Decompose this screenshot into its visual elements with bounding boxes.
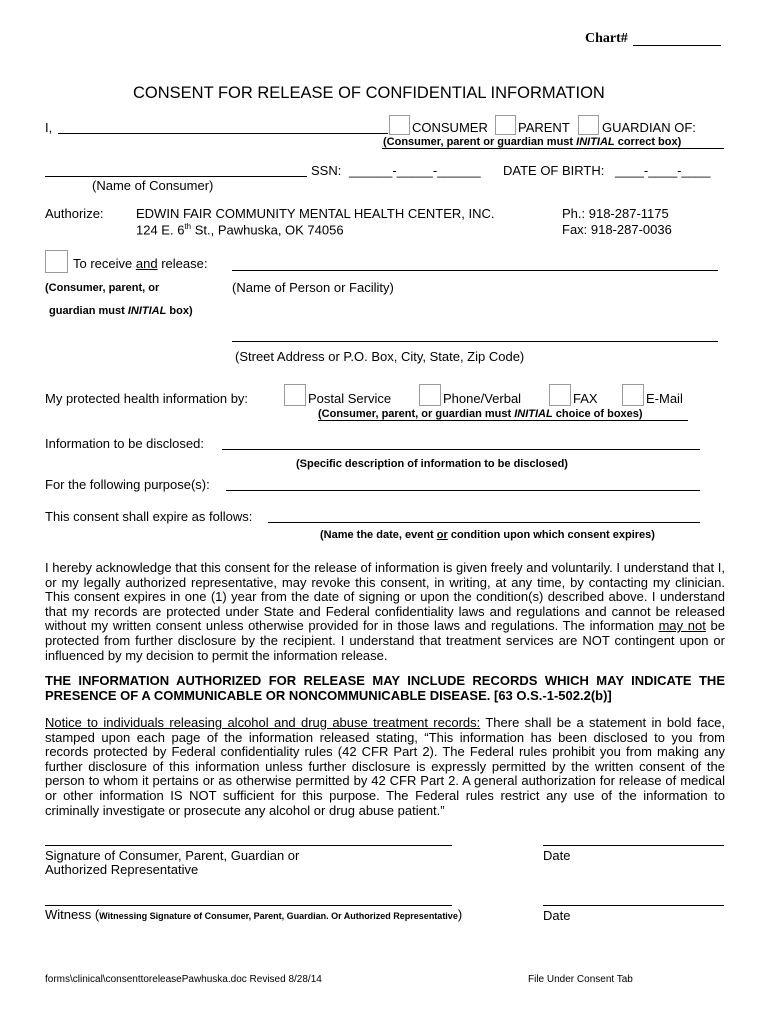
receive-initial-note-line2: guardian must INITIAL box) [49,305,193,317]
consumer-full-name-field[interactable] [45,176,307,177]
acknowledgement-paragraph: I hereby acknowledge that this consent for the release of information is given freely and voluntarily. I understand that I, or my legally authorized representative, may revoke this consent, in writing, at any time, by contacting my clinician. This consent expires in one (1) year from the date of signing or upon the condition(s) described above. I understand that my records are protected under State and Federal confidentiality laws and regulations and cannot be released without my written consent unless otherwise provided for in those laws and regulations. The information may not be protected from further disclosure by the recipient. I understand that treatment services are NOT contingent upon or influenced by my decision to permit the information release. [45,560,725,663]
authorize-label: Authorize: [45,206,104,221]
communicable-disease-warning: THE INFORMATION AUTHORIZED FOR RELEASE MAY INCLUDE RECORDS WHICH MAY INDICATE THE PRESENCE OF A COMMUNICABLE OR NONCOMMUNICABLE DISEASE. [63 O.S.-1-502.2(b)] [45,673,725,703]
fax-checkbox[interactable] [549,384,571,406]
person-facility-caption: (Name of Person or Facility) [232,280,394,295]
signature-caption-line1: Signature of Consumer, Parent, Guardian or [45,848,300,863]
i-label: I, [45,120,53,135]
dob-field[interactable]: ____-____-____ [615,163,711,178]
person-facility-field[interactable] [232,270,718,271]
phi-method-label: My protected health information by: [45,391,249,406]
info-disclosed-caption: (Specific description of information to be disclosed) [296,458,568,470]
receive-release-label: To receive and release: [73,256,208,271]
postal-service-checkbox[interactable] [284,384,306,406]
consumer-signature-line[interactable] [45,845,452,846]
purpose-field[interactable] [226,490,700,491]
ssn-field[interactable]: ______-_____-______ [349,163,481,178]
receive-initial-note-line1: (Consumer, parent, or [45,282,160,294]
purpose-label: For the following purpose(s): [45,477,210,492]
organization-fax: Fax: 918-287-0036 [562,222,672,237]
guardian-checkbox[interactable] [578,115,599,135]
consumer-checkbox[interactable] [389,115,410,135]
footer-file-path: forms\clinical\consenttoreleasePawhuska.doc Revised 8/28/14 [45,974,322,985]
witness-caption: Witness (Witnessing Signature of Consumer, Parent, Guardian. Or Authorized Representative) [45,907,463,922]
phi-initial-underline [318,420,688,421]
organization-name: EDWIN FAIR COMMUNITY MENTAL HEALTH CENTER, INC. [136,206,495,221]
email-checkbox[interactable] [622,384,644,406]
street-address-caption: (Street Address or P.O. Box, City, State, Zip Code) [235,349,525,364]
phi-initial-note: (Consumer, parent, or guardian must INITIAL choice of boxes) [318,408,643,420]
witness-date-label: Date [543,908,571,923]
page-title: CONSENT FOR RELEASE OF CONFIDENTIAL INFORMATION [133,84,605,102]
organization-address: 124 E. 6th St., Pawhuska, OK 74056 [136,222,344,238]
expire-label: This consent shall expire as follows: [45,509,253,524]
street-address-field[interactable] [232,341,718,342]
phone-verbal-checkbox[interactable] [419,384,441,406]
consumer-option-label: CONSUMER [412,120,488,135]
fax-option-label: FAX [573,391,598,406]
footer-file-under: File Under Consent Tab [528,974,633,985]
chart-number-label: Chart# [585,31,628,46]
info-disclosed-label: Information to be disclosed: [45,436,204,451]
phone-verbal-option-label: Phone/Verbal [443,391,522,406]
expire-caption: (Name the date, event or condition upon which consent expires) [320,529,655,541]
witness-signature-line[interactable] [45,905,452,906]
witness-date-line[interactable] [543,905,724,906]
parent-checkbox[interactable] [495,115,516,135]
expire-field[interactable] [268,522,700,523]
name-of-consumer-caption: (Name of Consumer) [92,178,214,193]
guardian-of-field[interactable] [382,148,724,149]
guardian-option-label: GUARDIAN OF: [602,120,696,135]
postal-service-option-label: Postal Service [308,391,392,406]
ssn-label: SSN: [311,163,342,178]
parent-option-label: PARENT [518,120,570,135]
dob-label: DATE OF BIRTH: [503,163,605,178]
receive-release-checkbox[interactable] [45,250,68,273]
signature-date-label: Date [543,848,571,863]
signature-date-line[interactable] [543,845,724,846]
organization-phone: Ph.: 918-287-1175 [562,206,669,221]
chart-number-field[interactable] [633,45,721,46]
signature-caption-line2: Authorized Representative [45,862,199,877]
info-disclosed-field[interactable] [222,449,700,450]
initial-correct-box-note: (Consumer, parent or guardian must INITIAL correct box) [383,136,682,148]
consumer-name-field[interactable] [58,133,388,134]
email-option-label: E-Mail [646,391,683,406]
alcohol-drug-notice: Notice to individuals releasing alcohol and drug abuse treatment records: There shall be a statement in bold face, stamped upon each page of the information released stating, “This information has been disclosed to you from records protected by Federal confidentiality rules (42 CFR Part 2). The Federal rules prohibit you from making any further disclosure of this information unless further disclosure is expressly permitted by the written consent of the person to whom it pertains or as otherwise permitted by 42 CFR Part 2. A general authorization for release of medical or other information IS NOT sufficient for this purpose. The Federal rules restrict any use of the information to criminally investigate or prosecute any alcohol or drug abuse patient.” [45,715,725,818]
